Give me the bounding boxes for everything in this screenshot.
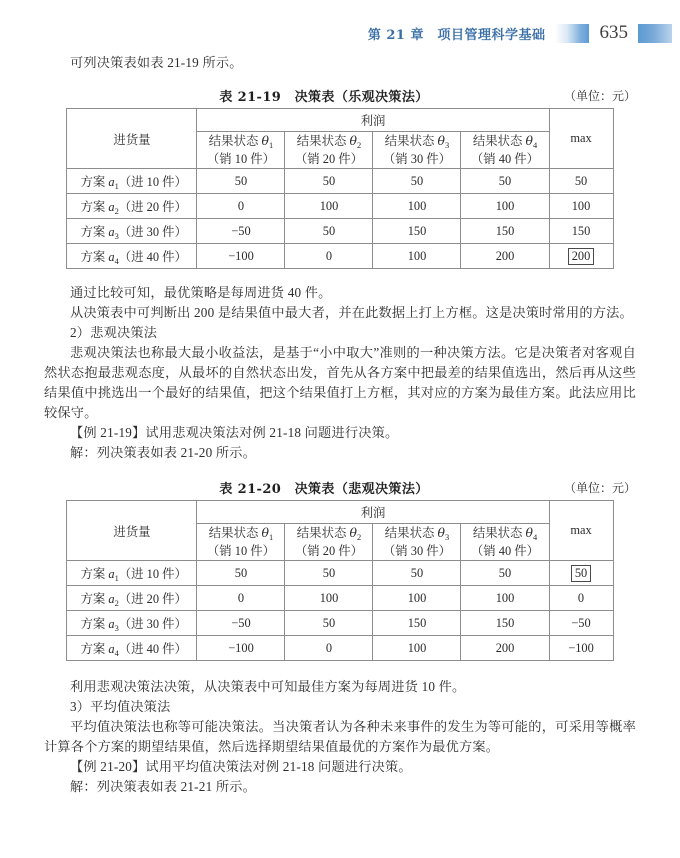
theta-index: 3 — [444, 139, 450, 150]
table2-scheme-header: 进货量 — [67, 501, 197, 561]
scheme-label: 方案 — [80, 592, 106, 606]
table1-state-header-1 — [197, 132, 285, 169]
state-label-text: 结果状态 — [208, 526, 259, 540]
table2-group-header: 利润 — [197, 501, 549, 524]
value-cell: 50 — [461, 169, 549, 194]
solution-21-20: 解：列决策表如表 21-21 所示。 — [70, 779, 257, 794]
section3-body: 平均值决策法也称等可能决策法。当决策者认为各种未来事件的发生为等可能的，可采用等概率计算各个方案的期望结果值，然后选择期望结果值最优的方案作为最优方案。 — [44, 719, 636, 754]
theta-symbol: θ — [437, 525, 445, 540]
state-sub-label: （销 30 件） — [382, 544, 452, 558]
table-row — [67, 194, 613, 219]
state-label-text: 结果状态 — [472, 134, 523, 148]
table-row — [67, 561, 613, 586]
state-label-text: 结果状态 — [384, 134, 435, 148]
state-label-text: 结果状态 — [296, 134, 347, 148]
max-cell: 50 — [549, 169, 613, 194]
table1-group-header: 利润 — [197, 109, 549, 132]
value-cell: 100 — [285, 194, 373, 219]
value-cell: 100 — [285, 586, 373, 611]
value-cell: 50 — [285, 561, 373, 586]
value-cell: 150 — [461, 219, 549, 244]
scheme-index: 4 — [114, 647, 119, 658]
scheme-cell — [67, 636, 197, 661]
example-21-19: 【例 21-19】试用悲观决策法对例 21-18 问题进行决策。 — [70, 425, 399, 440]
table2-state-header-3 — [373, 524, 461, 561]
value-cell: 50 — [197, 169, 285, 194]
value-cell: 100 — [461, 586, 549, 611]
scheme-index: 2 — [114, 205, 119, 216]
scheme-suffix: （进 40 件） — [118, 250, 187, 264]
state-sub-label: （销 10 件） — [206, 152, 276, 166]
state-sub-label: （销 40 件） — [470, 152, 540, 166]
table1-max-header: max — [549, 109, 613, 169]
theta-index: 4 — [532, 139, 538, 150]
max-cell: 100 — [549, 194, 613, 219]
table-row — [67, 219, 613, 244]
value-cell: 100 — [373, 636, 461, 661]
scheme-index: 1 — [114, 572, 119, 583]
scheme-label: 方案 — [80, 642, 106, 656]
value-cell: −50 — [197, 611, 285, 636]
state-sub-label: （销 30 件） — [382, 152, 452, 166]
theta-index: 1 — [268, 139, 274, 150]
scheme-symbol: a — [108, 175, 115, 189]
value-cell: 50 — [285, 169, 373, 194]
value-cell: 100 — [373, 244, 461, 269]
scheme-index: 3 — [114, 230, 119, 241]
decision-table-optimistic — [66, 108, 613, 269]
example-21-20: 【例 21-20】试用平均值决策法对例 21-18 问题进行决策。 — [70, 759, 412, 774]
value-cell: −100 — [197, 636, 285, 661]
scheme-index: 2 — [114, 597, 119, 608]
scheme-symbol: a — [108, 567, 115, 581]
after-table1-line1: 通过比较可知，最优策略是每周进货 40 件。 — [70, 285, 332, 300]
theta-symbol: θ — [349, 525, 357, 540]
table-row — [67, 244, 613, 269]
value-cell: 50 — [373, 169, 461, 194]
value-cell: 50 — [285, 219, 373, 244]
max-cell: −50 — [549, 611, 613, 636]
scheme-cell — [67, 194, 197, 219]
theta-index: 2 — [356, 531, 362, 542]
table1-state-header-2 — [285, 132, 373, 169]
table-row — [67, 611, 613, 636]
page-number: 635 — [599, 22, 628, 43]
theta-symbol: θ — [261, 133, 269, 148]
scheme-suffix: （进 10 件） — [118, 567, 187, 581]
table2-max-header: max — [549, 501, 613, 561]
value-cell: 200 — [461, 244, 549, 269]
scheme-index: 1 — [114, 180, 119, 191]
value-cell: −100 — [197, 244, 285, 269]
value-cell: 50 — [373, 561, 461, 586]
scheme-index: 4 — [114, 255, 119, 266]
table1-body — [67, 169, 613, 269]
table1-scheme-header: 进货量 — [67, 109, 197, 169]
table-row — [67, 169, 613, 194]
value-cell: 100 — [461, 194, 549, 219]
theta-index: 4 — [532, 531, 538, 542]
scheme-suffix: （进 40 件） — [118, 642, 187, 656]
table2-state-header-1 — [197, 524, 285, 561]
table2-caption: 表 21-20 决策表（悲观决策法） — [219, 482, 429, 497]
value-cell: 0 — [197, 586, 285, 611]
table2-body — [67, 561, 613, 661]
state-label-text: 结果状态 — [208, 134, 259, 148]
theta-symbol: θ — [525, 525, 533, 540]
table-row — [67, 636, 613, 661]
table1-caption-row — [0, 83, 680, 105]
header-accent-bar-left — [555, 24, 589, 43]
scheme-symbol: a — [108, 592, 115, 606]
solution-21-19: 解：列决策表如表 21-20 所示。 — [70, 445, 257, 460]
theta-index: 3 — [444, 531, 450, 542]
scheme-cell — [67, 244, 197, 269]
value-cell: 100 — [373, 586, 461, 611]
decision-table-pessimistic — [66, 500, 613, 661]
scheme-cell — [67, 169, 197, 194]
state-sub-label: （销 20 件） — [294, 152, 364, 166]
table1-state-header-3 — [373, 132, 461, 169]
value-cell: 50 — [461, 561, 549, 586]
table1-state-header-4 — [461, 132, 549, 169]
max-cell: 0 — [549, 586, 613, 611]
value-cell: 50 — [197, 561, 285, 586]
value-cell: 100 — [373, 194, 461, 219]
table2-state-header-2 — [285, 524, 373, 561]
value-cell: −50 — [197, 219, 285, 244]
state-label-text: 结果状态 — [296, 526, 347, 540]
scheme-symbol: a — [108, 617, 115, 631]
scheme-cell — [67, 586, 197, 611]
header-accent-bar-right — [638, 24, 672, 43]
table1-caption: 表 21-19 决策表（乐观决策法） — [219, 90, 429, 105]
section2-body: 悲观决策法也称最大最小收益法，是基于“小中取大”准则的一种决策方法。它是决策者对客观自然状态抱最悲观态度，从最坏的自然状态出发，首先从各方案中把最差的结果值选出，然后再从这些结果值中挑选出一个最好的结果值，把这个结果值打上方框，其对应的方案为最佳方案。此法应用比较保守。 — [44, 345, 636, 420]
table2-caption-row — [0, 475, 680, 497]
scheme-symbol: a — [108, 225, 115, 239]
boxed-optimal-value: 200 — [568, 248, 595, 265]
max-cell: 150 — [549, 219, 613, 244]
scheme-suffix: （进 20 件） — [118, 592, 187, 606]
theta-symbol: θ — [525, 133, 533, 148]
scheme-cell — [67, 561, 197, 586]
value-cell: 150 — [373, 219, 461, 244]
state-label-text: 结果状态 — [384, 526, 435, 540]
after-table2-line1: 利用悲观决策法决策，从决策表中可知最佳方案为每周进货 10 件。 — [70, 679, 466, 694]
scheme-cell — [67, 219, 197, 244]
max-cell — [549, 244, 613, 269]
value-cell: 150 — [461, 611, 549, 636]
theta-symbol: θ — [349, 133, 357, 148]
page-running-head — [0, 18, 680, 48]
boxed-optimal-value: 50 — [571, 565, 591, 582]
scheme-suffix: （进 30 件） — [118, 617, 187, 631]
theta-symbol: θ — [261, 525, 269, 540]
scheme-label: 方案 — [80, 200, 106, 214]
section2-heading: 2）悲观决策法 — [70, 325, 158, 340]
theta-symbol: θ — [437, 133, 445, 148]
scheme-symbol: a — [108, 250, 115, 264]
value-cell: 150 — [373, 611, 461, 636]
value-cell: 50 — [285, 611, 373, 636]
scheme-suffix: （进 10 件） — [118, 175, 187, 189]
scheme-label: 方案 — [80, 567, 106, 581]
state-sub-label: （销 10 件） — [206, 544, 276, 558]
scheme-suffix: （进 20 件） — [118, 200, 187, 214]
table1-unit: （单位：元） — [563, 89, 636, 103]
theta-index: 2 — [356, 139, 362, 150]
table-row — [67, 586, 613, 611]
max-cell: −100 — [549, 636, 613, 661]
scheme-label: 方案 — [80, 617, 106, 631]
scheme-symbol: a — [108, 642, 115, 656]
scheme-cell — [67, 611, 197, 636]
value-cell: 0 — [197, 194, 285, 219]
after-table1-line2: 从决策表中可判断出 200 是结果值中最大者，并在此数据上打上方框。这是决策时常用的方法。 — [70, 305, 633, 320]
table2-state-header-4 — [461, 524, 549, 561]
page-content — [0, 52, 680, 797]
scheme-label: 方案 — [80, 225, 106, 239]
state-sub-label: （销 20 件） — [294, 544, 364, 558]
state-label-text: 结果状态 — [472, 526, 523, 540]
scheme-label: 方案 — [80, 250, 106, 264]
state-sub-label: （销 40 件） — [470, 544, 540, 558]
value-cell: 200 — [461, 636, 549, 661]
scheme-label: 方案 — [80, 175, 106, 189]
table1-header-row-1 — [67, 109, 613, 132]
scheme-index: 3 — [114, 622, 119, 633]
max-cell — [549, 561, 613, 586]
value-cell: 0 — [285, 244, 373, 269]
scheme-symbol: a — [108, 200, 115, 214]
intro-line: 可列决策表如表 21-19 所示。 — [70, 55, 243, 70]
chapter-title: 第 21 章 项目管理科学基础 — [367, 27, 546, 43]
theta-index: 1 — [268, 531, 274, 542]
section3-heading: 3）平均值决策法 — [70, 699, 171, 714]
scheme-suffix: （进 30 件） — [118, 225, 187, 239]
value-cell: 0 — [285, 636, 373, 661]
table2-header-row-1 — [67, 501, 613, 524]
table2-unit: （单位：元） — [563, 481, 636, 495]
